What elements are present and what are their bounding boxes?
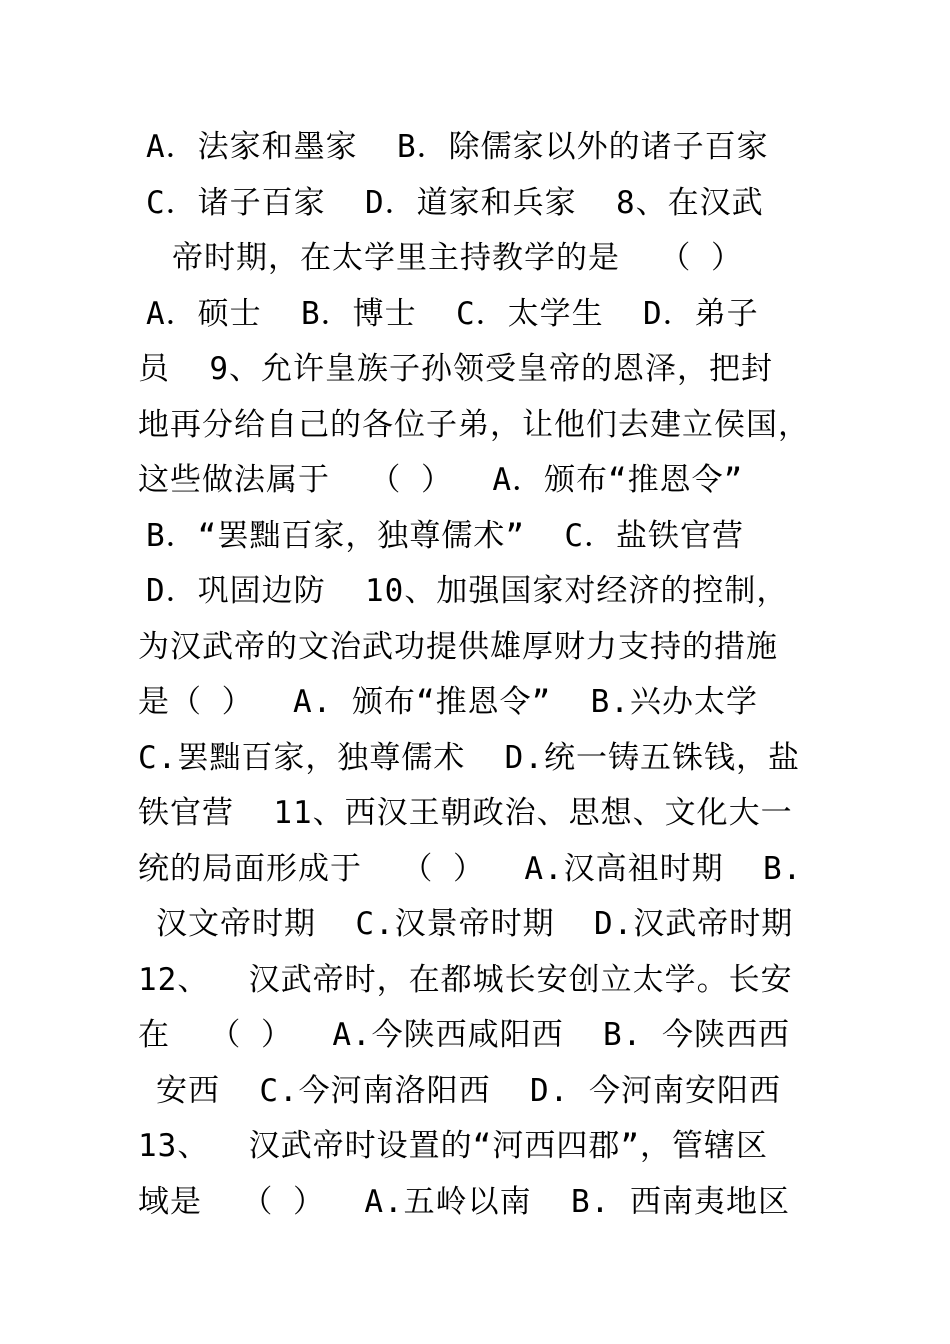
text-line: 安西 C.今河南洛阳西 D. 今河南安阳西 (156, 1073, 781, 1109)
text-line: 汉文帝时期 C.汉景帝时期 D.汉武帝时期 (156, 906, 794, 942)
text-line: 员 9、允许皇族子孙领受皇帝的恩泽，把封 (138, 351, 773, 387)
text-line: C．诸子百家 D．道家和兵家 8、在汉武 (146, 185, 764, 221)
text-line: A．法家和墨家 B．除儒家以外的诸子百家 (146, 129, 769, 165)
text-line: B．“罢黜百家，独尊儒术” C．盐铁官营 (146, 518, 744, 554)
text-line: 统的局面形成于 （ ） A.汉高祖时期 B. (138, 851, 803, 887)
text-line: A．硕士 B．博士 C．太学生 D．弟子 (146, 296, 759, 332)
text-line: C.罢黜百家，独尊儒术 D.统一铸五铢钱，盐 (138, 740, 800, 776)
text-line: 帝时期，在太学里主持教学的是 （ ） (172, 240, 743, 276)
text-line: 13、 汉武帝时设置的“河西四郡”，管辖区 (138, 1128, 768, 1164)
text-line: 域是 （ ） A.五岭以南 B. 西南夷地区 (138, 1184, 790, 1220)
text-line: 在 （ ） A.今陕西咸阳西 B. 今陕西西 (138, 1017, 790, 1053)
text-line: 为汉武帝的文治武功提供雄厚财力支持的措施 (138, 629, 778, 665)
text-line: D．巩固边防 10、加强国家对经济的控制， (146, 573, 789, 609)
text-line: 地再分给自己的各位子弟，让他们去建立侯国， (138, 407, 810, 443)
text-line: 这些做法属于 （ ） A．颁布“推恩令” (138, 462, 744, 498)
text-line: 是（ ） A. 颁布“推恩令” B.兴办太学 (138, 684, 758, 720)
text-line: 12、 汉武帝时，在都城长安创立太学。长安 (138, 962, 793, 998)
text-line: 铁官营 11、西汉王朝政治、思想、文化大一 (138, 795, 793, 831)
